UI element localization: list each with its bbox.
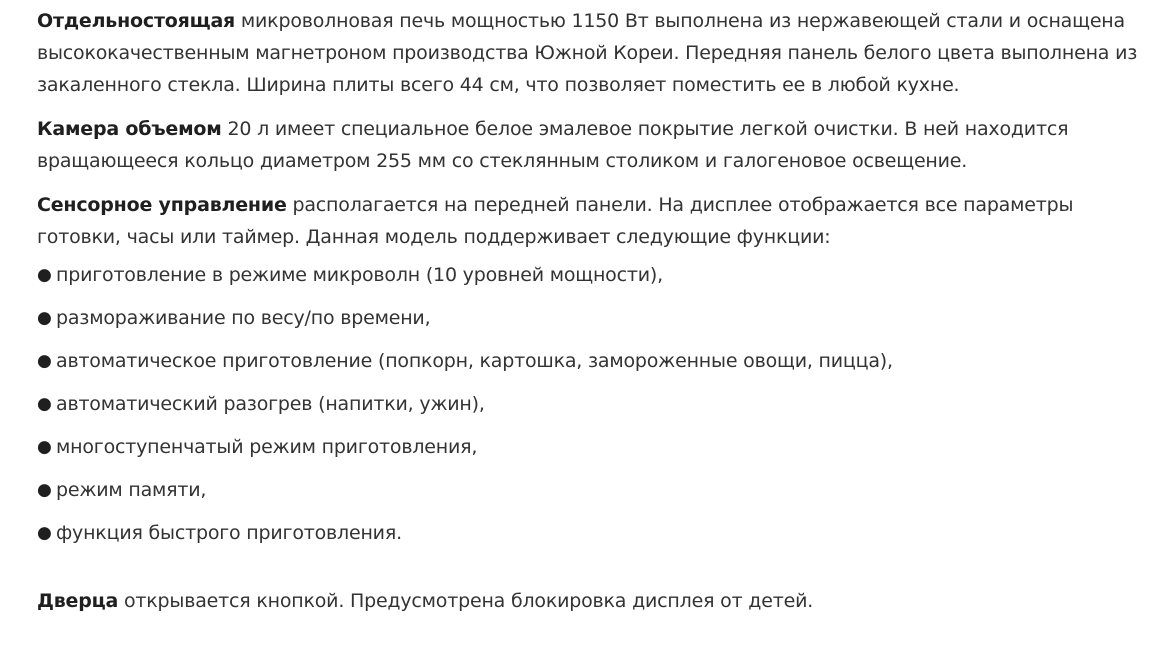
feature-text: автоматическое приготовление (попкорн, картошка, замороженные овощи, пицца), bbox=[56, 350, 893, 372]
paragraph-lead: Камера объемом bbox=[37, 118, 222, 140]
paragraph-text: располагается на передней панели. На дисплее отображается все параметры готовки, часы или таймер. Данная модель поддерживает следующие функции: bbox=[37, 194, 1074, 248]
bullet-icon: ● bbox=[37, 523, 52, 543]
feature-text: многоступенчатый режим приготовления, bbox=[56, 436, 478, 458]
feature-text: размораживание по весу/по времени, bbox=[56, 307, 431, 329]
list-item bbox=[37, 431, 1147, 474]
features-list bbox=[37, 259, 1147, 560]
list-item bbox=[37, 259, 1147, 302]
bullet-icon: ● bbox=[37, 394, 52, 414]
description-paragraph bbox=[37, 5, 1147, 101]
list-item bbox=[37, 302, 1147, 345]
list-item bbox=[37, 345, 1147, 388]
paragraph-lead: Отдельностоящая bbox=[37, 10, 236, 32]
feature-text: приготовление в режиме микроволн (10 уровней мощности), bbox=[56, 264, 663, 286]
closing-paragraph bbox=[37, 585, 1147, 617]
bullet-icon: ● bbox=[37, 265, 52, 285]
bullet-icon: ● bbox=[37, 437, 52, 457]
section-spacer bbox=[37, 560, 1147, 585]
bullet-icon: ● bbox=[37, 308, 52, 328]
description-paragraph bbox=[37, 113, 1147, 177]
list-item bbox=[37, 474, 1147, 517]
description-paragraph bbox=[37, 189, 1147, 253]
bullet-icon: ● bbox=[37, 480, 52, 500]
bullet-icon: ● bbox=[37, 351, 52, 371]
paragraph-lead: Сенсорное управление bbox=[37, 194, 287, 216]
list-item bbox=[37, 517, 1147, 560]
list-item bbox=[37, 388, 1147, 431]
feature-text: режим памяти, bbox=[56, 479, 207, 501]
paragraph-text: микроволновая печь мощностью 1150 Вт выполнена из нержавеющей стали и оснащена высококачественным магнетроном производства Южной Кореи. Передняя панель белого цвета выполнена из закаленного стекла. Ширина плиты всего 44 см, что позволяет поместить ее в любой кухне. bbox=[37, 10, 1138, 96]
paragraph-text: 20 л имеет специальное белое эмалевое покрытие легкой очистки. В ней находится вращающееся кольцо диаметром 255 мм со стеклянным столиком и галогеновое освещение. bbox=[37, 118, 1069, 172]
feature-text: функция быстрого приготовления. bbox=[56, 522, 402, 544]
paragraph-lead: Дверца bbox=[37, 590, 119, 612]
feature-text: автоматический разогрев (напитки, ужин), bbox=[56, 393, 485, 415]
paragraph-text: открывается кнопкой. Предусмотрена блокировка дисплея от детей. bbox=[118, 590, 814, 612]
